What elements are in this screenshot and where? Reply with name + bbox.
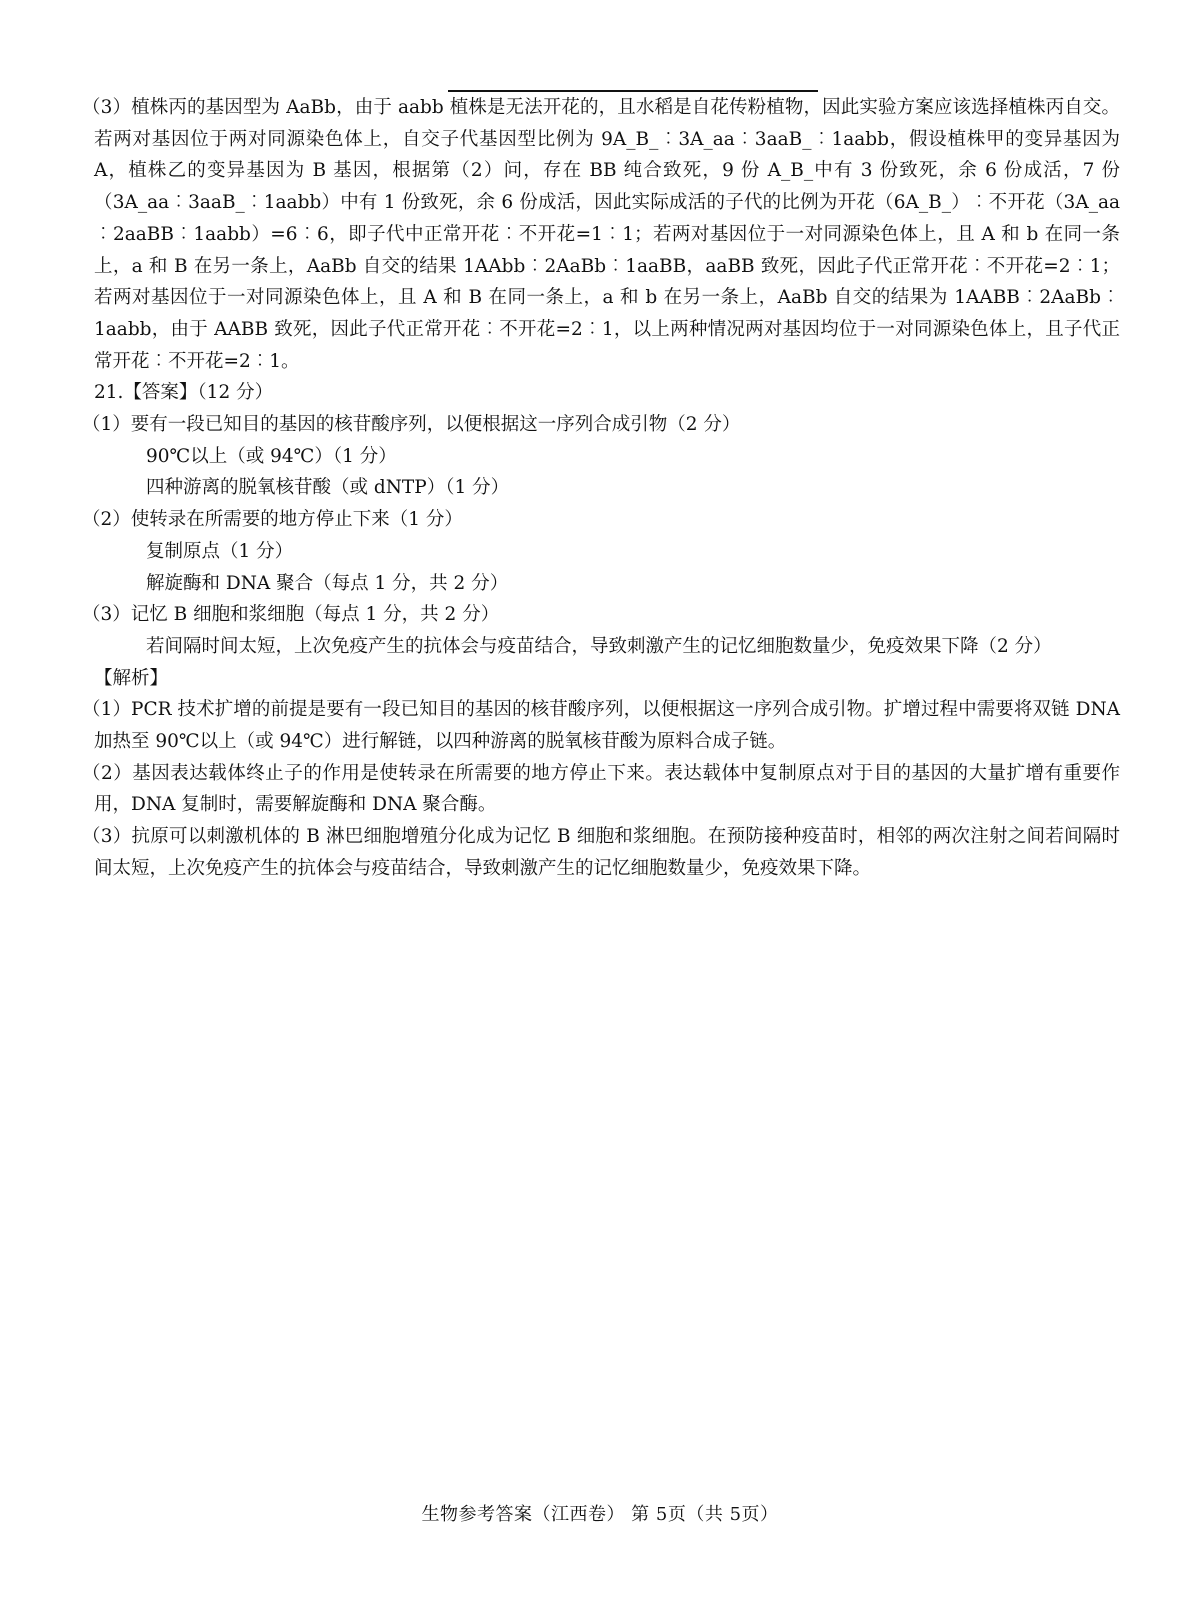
analysis-heading: 【解析】	[94, 667, 169, 689]
q21-answer-3: （3）记忆 B 细胞和浆细胞（每点 1 分，共 2 分）	[82, 604, 500, 626]
analysis-part-1: （1）PCR 技术扩增的前提是要有一段已知目的基因的核苷酸序列，以便根据这一序列合成引物。扩增过程中需要将双链 DNA 加热至 90℃以上（或 94℃）进行解链，以四种游离的脱氧核苷酸为原料合成子链。	[82, 699, 1120, 753]
analysis-part-3: （3）抗原可以刺激机体的 B 淋巴细胞增殖分化成为记忆 B 细胞和浆细胞。在预防接种疫苗时，相邻的两次注射之间若间隔时间太短，上次免疫产生的抗体会与疫苗结合，导致刺激产生的记忆细胞数量少，免疫效果下降。	[82, 826, 1120, 879]
q21-answer-1b: 90℃以上（或 94℃）（1 分）	[146, 445, 397, 467]
q21-answer-3b: 若间隔时间太短，上次免疫产生的抗体会与疫苗结合，导致刺激产生的记忆细胞数量少，免疫效果下降（2 分）	[146, 635, 1052, 657]
q21-answer-1c: 四种游离的脱氧核苷酸（或 dNTP）（1 分）	[146, 477, 510, 499]
answer-content	[82, 92, 1120, 885]
q21-answer-1: （1）要有一段已知目的基因的核苷酸序列，以便根据这一序列合成引物（2 分）	[82, 414, 741, 436]
q21-answer-2c: 解旋酶和 DNA 聚合（每点 1 分，共 2 分）	[146, 572, 509, 594]
q21-answer-2: （2）使转录在所需要的地方停止下来（1 分）	[82, 509, 463, 531]
q20-part3-paragraph: （3）植株丙的基因型为 AaBb，由于 aabb 植株是无法开花的，且水稻是自花传粉植物，因此实验方案应该选择植株丙自交。若两对基因位于两对同源染色体上，自交子代基因型比例为 9A_B_︰3A_aa︰3aaB_︰1aabb，假设植株甲的变异基因为 A，植株乙的变异基因为 B 基因，根据第（2）问，存在 BB 纯合致死，9 份 A_B_中有 3 份致死，余 6 份成活，7 份（3A_aa︰3aaB_︰1aabb）中有 1 份致死，余 6 份成活，因此实际成活的子代的比例为开花（6A_B_）︰不开花（3A_aa︰2aaBB︰1aabb）=6︰6，即子代中正常开花︰不开花=1︰1；若两对基因位于一对同源染色体上，且 A 和 b 在同一条上，a 和 B 在另一条上，AaBb 自交的结果 1AAbb︰2AaBb︰1aaBB，aaBB 致死，因此子代正常开花︰不开花=2︰1；若两对基因位于一对同源染色体上，且 A 和 B 在同一条上，a 和 b 在另一条上，AaBb 自交的结果为 1AABB︰2AaBb︰1aabb，由于 AABB 致死，因此子代正常开花︰不开花=2︰1，以上两种情况两对基因均位于一对同源染色体上，且子代正常开花︰不开花=2︰1。	[82, 97, 1120, 372]
q21-answer-2b: 复制原点（1 分）	[146, 540, 294, 562]
q21-heading: 21.【答案】（12 分）	[94, 382, 274, 404]
page-footer: 生物参考答案（江西卷） 第 5页（共 5页）	[421, 1504, 779, 1525]
analysis-part-2: （2）基因表达载体终止子的作用是使转录在所需要的地方停止下来。表达载体中复制原点对于目的基因的大量扩增有重要作用，DNA 复制时，需要解旋酶和 DNA 聚合酶。	[82, 762, 1120, 816]
